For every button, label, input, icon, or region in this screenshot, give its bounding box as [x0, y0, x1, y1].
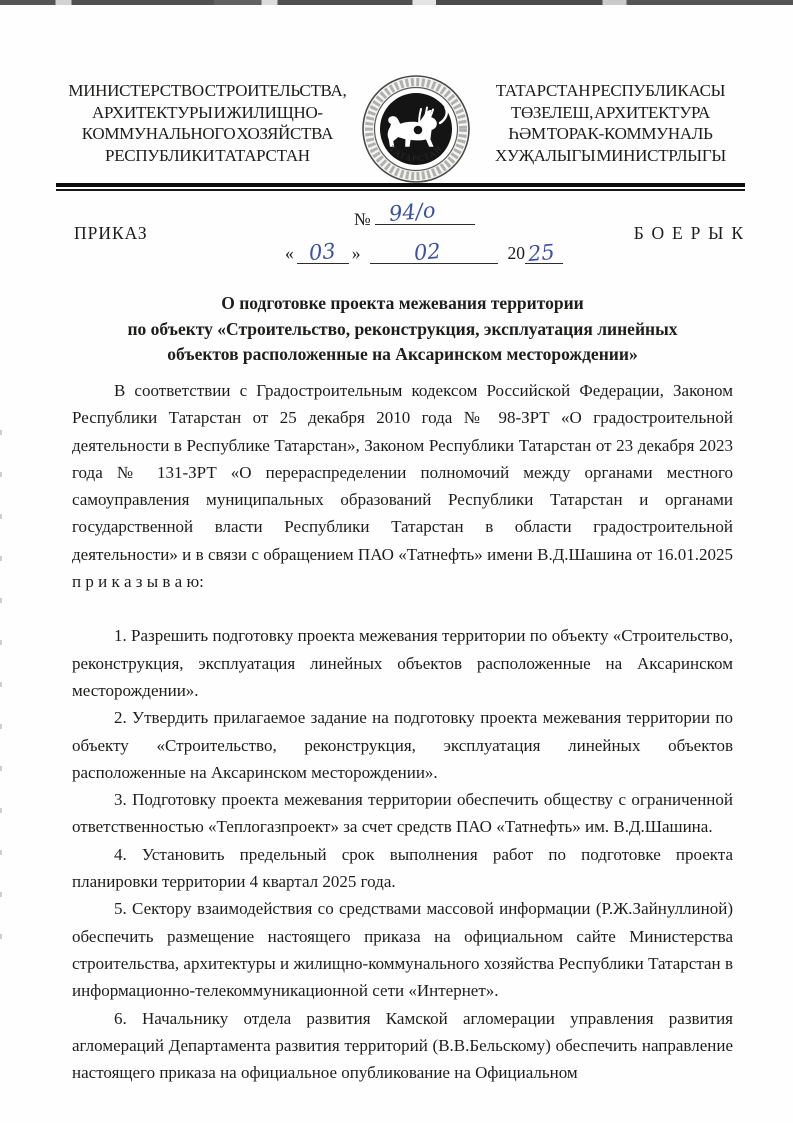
org-ru-line: КОММУНАЛЬНОГО ХОЗЯЙСТВА	[81, 124, 334, 143]
letterhead	[58, 74, 745, 184]
day-field	[297, 240, 349, 264]
order-title	[70, 291, 735, 368]
org-tt-line: ҺӘМ ТОРАК-КОММУНАЛЬ	[508, 124, 713, 143]
org-tt-line: ТӨЗЕЛЕШ, АРХИТЕКТУРА	[510, 102, 710, 122]
order-item-2: 2. Утвердить прилагаемое задание на подготовку проекта межевания территории по объекту «Строительство, реконструкция, эксплуатация линейных объектов расположенные на Аксаринском месторождении».	[72, 708, 733, 782]
letterhead-divider-rule	[56, 183, 745, 191]
scan-edge-artifact-left	[0, 430, 2, 950]
scan-edge-artifact-top	[0, 0, 793, 5]
order-item-3: 3. Подготовку проекта межевания территории обеспечить обществу с ограниченной ответственностью «Теплогазпроект» за счет средств ПАО «Татнефть» им. В.Д.Шашина.	[72, 790, 733, 837]
order-item-6: 6. Начальнику отдела развития Камской агломерации управления развития агломераций Департамента развития территорий (В.В.Бельскому) обеспечить направление настоящего приказа на официальное опубликование на Официальном	[72, 1008, 733, 1083]
close-quote: »	[351, 243, 361, 263]
order-title-line: по объекту «Строительство, реконструкция, эксплуатация линейных	[127, 318, 678, 339]
open-quote: «	[285, 243, 294, 263]
preamble-paragraph: В соответствии с Градостроительным кодексом Российской Федерации, Законом Республики Татарстан от 25 декабря 2010 года № 98-ЗРТ «О градостроительной деятельности в Республике Татарстан», Законом Республики Татарстан от 23 декабря 2023 года № 131-ЗРТ «О перераспределении полномочий между органами местного самоуправления муниципальных образований Республики Татарстан и органами государственной власти Республики Татарстан в области градостроительной деятельности» и в связи с обращением ПАО «Татнефть» имени В.Д.Шашина от 16.01.2025 п р и к а з ы в а ю:	[72, 381, 733, 592]
month-handwritten: 02	[412, 238, 442, 266]
order-body	[72, 377, 733, 1086]
order-item-4: 4. Установить предельный срок выполнения работ по подготовке проекта планировки территории 4 квартал 2025 года.	[72, 844, 733, 892]
order-item-1: 1. Разрешить подготовку проекта межевания территории по объекту «Строительство, реконструкция, эксплуатация линейных объектов расположенные на Аксаринском месторождении».	[72, 626, 733, 700]
year-printed-prefix: 20	[507, 243, 525, 263]
emblem-ring-text: ТАТАРСТАН	[387, 143, 445, 164]
org-tt-line: ХУҖАЛЫГЫ МИНИСТРЛЫГЫ	[494, 145, 726, 165]
org-ru-line: АРХИТЕКТУРЫ И ЖИЛИЩНО-	[92, 102, 323, 122]
tatarstan-emblem-logo	[361, 74, 474, 184]
ministry-name-russian	[58, 74, 357, 166]
order-title-line: объектов расположенные на Аксаринском месторождении»	[167, 344, 638, 364]
year-handwritten: 25	[526, 239, 556, 267]
order-meta	[56, 196, 751, 280]
number-label: №	[353, 209, 371, 229]
tatarstan-emblem-svg	[361, 74, 471, 184]
doc-type-russian: ПРИКАЗ	[74, 223, 148, 243]
order-title-line: О подготовке проекта межевания территории	[221, 293, 584, 313]
order-number-handwritten: 94/о	[388, 198, 437, 226]
month-field	[370, 240, 498, 264]
org-ru-line: МИНИСТЕРСТВО СТРОИТЕЛЬСТВА,	[68, 81, 347, 100]
org-tt-line: ТАТАРСТАН РЕСПУБЛИКАСЫ	[495, 81, 726, 100]
ministry-name-tatar	[476, 74, 745, 166]
order-number-field	[375, 200, 475, 225]
year-field	[525, 239, 563, 267]
day-handwritten: 03	[307, 238, 337, 266]
org-ru-line: РЕСПУБЛИКИ ТАТАРСТАН	[105, 145, 310, 165]
order-date-row	[78, 238, 767, 267]
doc-type-tatar: БОЕРЫК	[633, 223, 751, 243]
order-item-5: 5. Сектору взаимодействия со средствами массовой информации (Р.Ж.Зайнуллиной) обеспечить размещение настоящего приказа на официальном сайте Министерства строительства, архитектуры и жилищно-коммунального хозяйства Республики Татарстан в информационно-телекоммуникационной сети «Интернет».	[72, 899, 733, 1001]
